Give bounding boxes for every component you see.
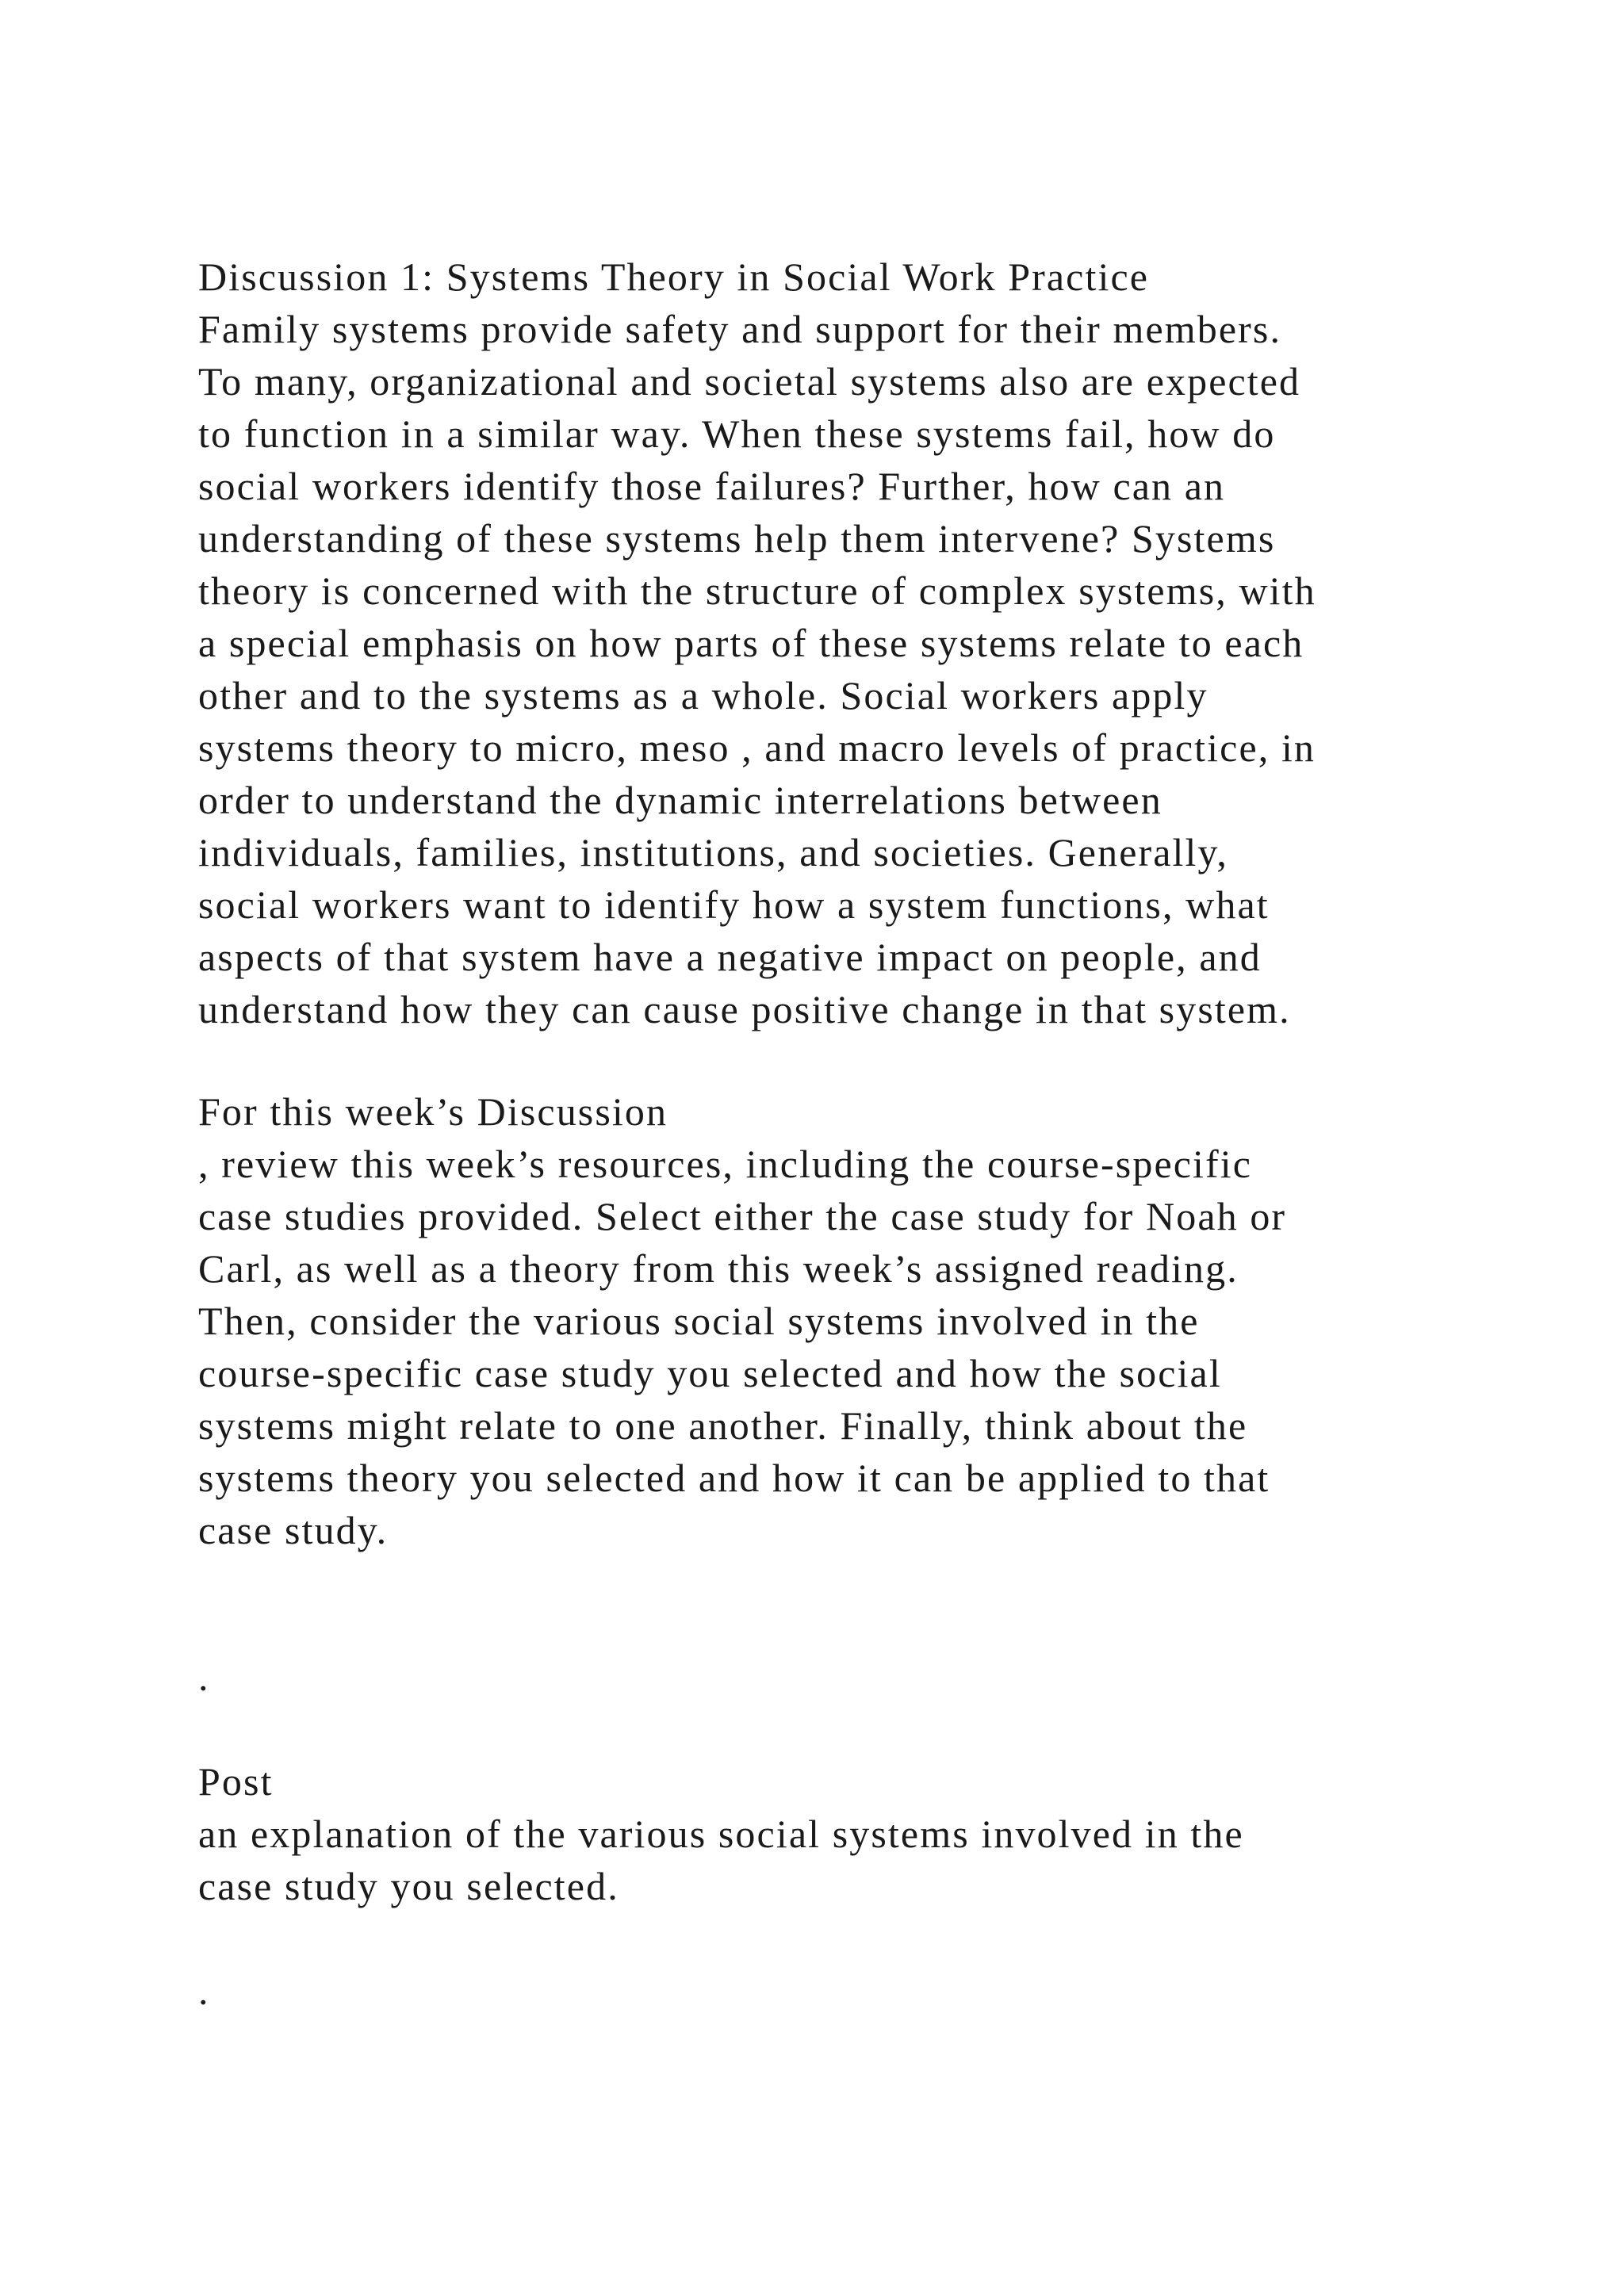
discussion-title: Discussion 1: Systems Theory in Social Work Practice — [198, 254, 1150, 299]
instructions-paragraph — [198, 1085, 1546, 1556]
text-line: course-specific case study you selected and how the social — [198, 1351, 1222, 1395]
text-line: other and to the systems as a whole. Social workers apply — [198, 673, 1208, 718]
text-line: understanding of these systems help them intervene? Systems — [198, 516, 1276, 561]
text-line: an explanation of the various social systems involved in the — [198, 1812, 1244, 1856]
text-line: To many, organizational and societal systems also are expected — [198, 359, 1301, 404]
text-line: understand how they can cause positive change in that system. — [198, 987, 1291, 1031]
bullet-dot: . — [198, 1655, 210, 1699]
post-instruction-paragraph — [198, 1755, 1546, 1912]
text-line: Carl, as well as a theory from this week’s assigned reading. — [198, 1246, 1239, 1291]
text-line: social workers identify those failures? Further, how can an — [198, 464, 1226, 508]
bullet-marker — [198, 1965, 1546, 2017]
text-line: theory is concerned with the structure of complex systems, with — [198, 568, 1316, 613]
text-line: systems theory you selected and how it can be applied to that — [198, 1456, 1270, 1500]
post-label: Post — [198, 1759, 274, 1804]
text-line: For this week’s Discussion — [198, 1089, 668, 1134]
text-line: case study. — [198, 1508, 389, 1552]
text-line: to function in a similar way. When these systems fail, how do — [198, 411, 1276, 456]
text-line: order to understand the dynamic interrelations between — [198, 778, 1162, 822]
text-line: aspects of that system have a negative impact on people, and — [198, 935, 1262, 979]
text-line: case studies provided. Select either the case study for Noah or — [198, 1194, 1287, 1238]
text-line: Family systems provide safety and support for their members. — [198, 307, 1282, 351]
text-line: social workers want to identify how a system functions, what — [198, 882, 1270, 927]
text-line: a special emphasis on how parts of these systems relate to each — [198, 621, 1304, 665]
text-line: Then, consider the various social systems involved in the — [198, 1299, 1200, 1343]
text-line: systems theory to micro, meso , and macro levels of practice, in — [198, 725, 1316, 770]
text-line: case study you selected. — [198, 1864, 619, 1908]
text-line: individuals, families, institutions, and societies. Generally, — [198, 830, 1228, 874]
discussion-intro-paragraph — [198, 251, 1546, 1035]
text-line: , review this week’s resources, including the course-specific — [198, 1142, 1253, 1186]
bullet-marker — [198, 1651, 1546, 1703]
text-line: systems might relate to one another. Finally, think about the — [198, 1403, 1248, 1448]
bullet-dot: . — [198, 1969, 210, 2013]
